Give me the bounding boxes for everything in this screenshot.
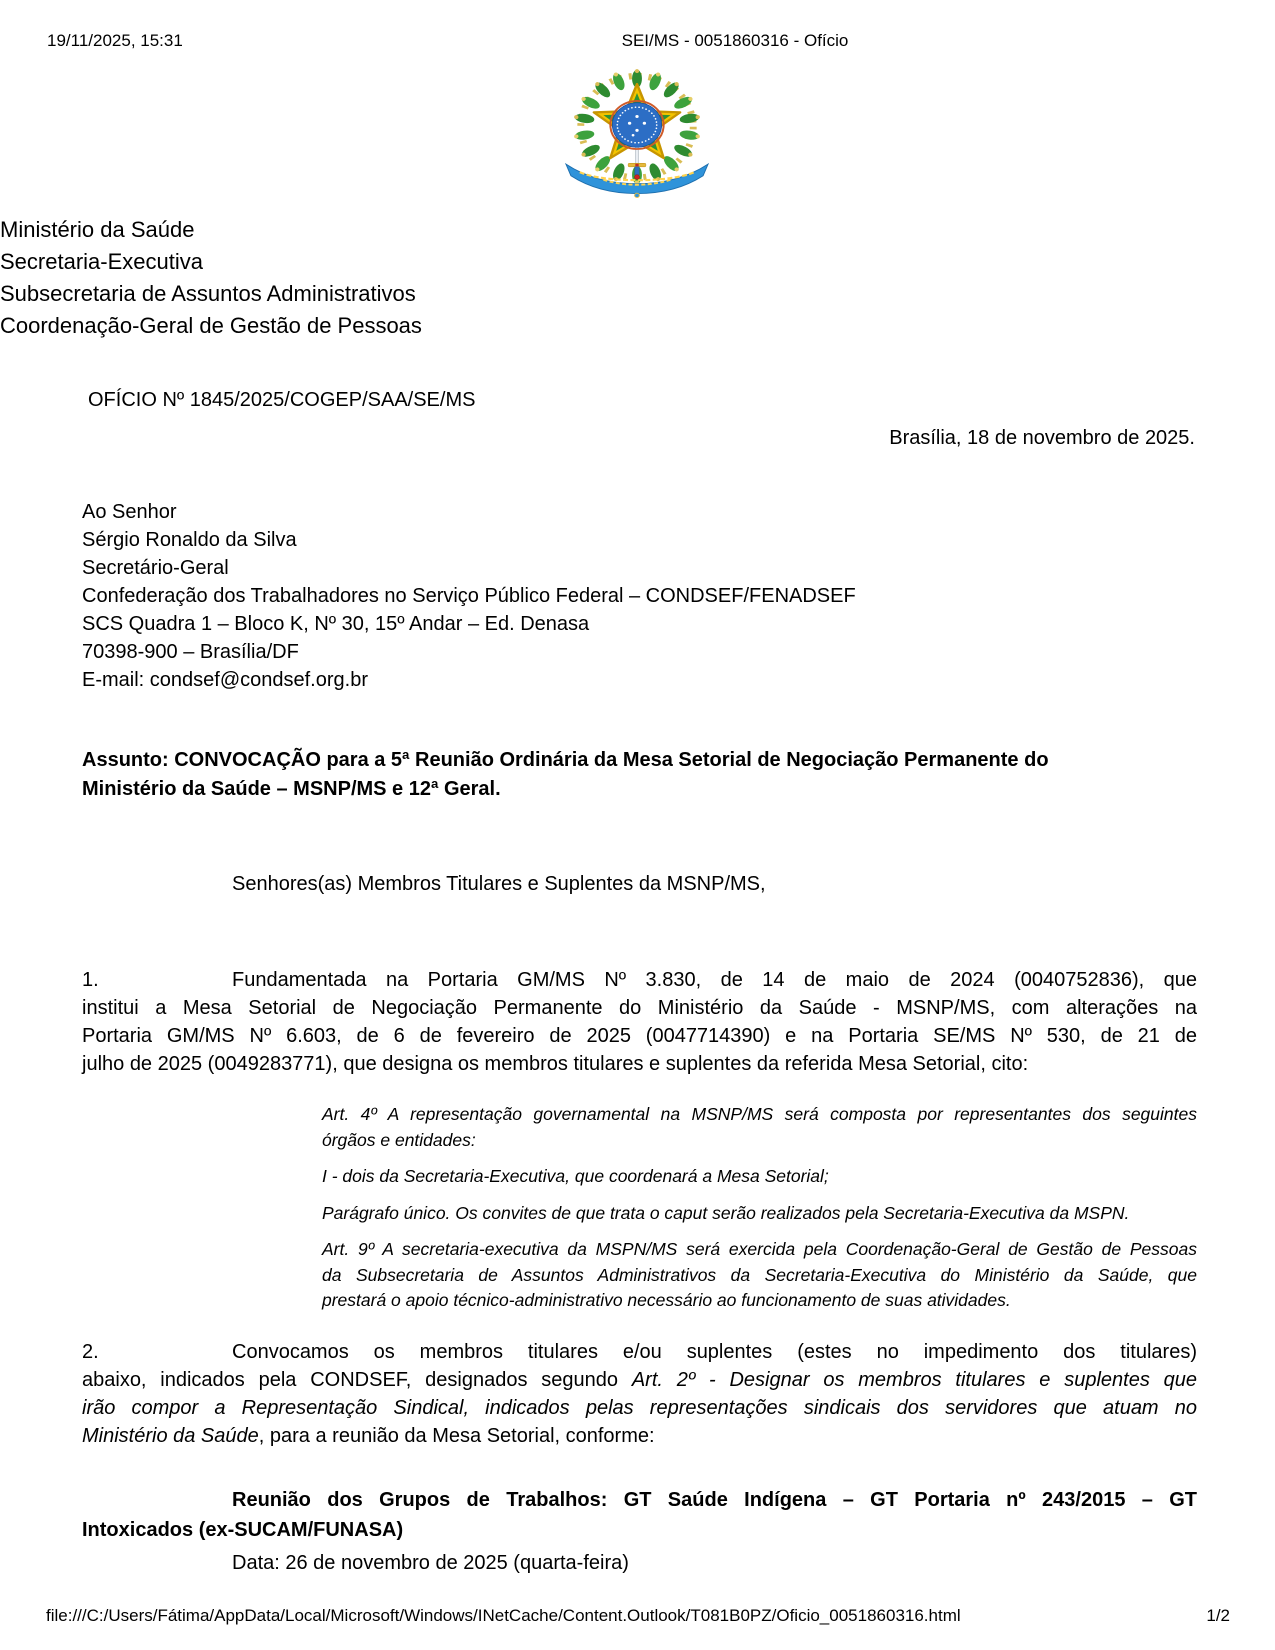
- salutation: Senhores(as) Membros Titulares e Suplentes da MSNP/MS,: [232, 873, 766, 895]
- text-segment: Sérgio Ronaldo da Silva: [82, 529, 297, 551]
- print-footer-page-indicator: 1/2: [1206, 1606, 1230, 1625]
- text-segment: E-mail: condsef@condsef.org.br: [82, 669, 368, 691]
- text-line: [82, 1422, 1197, 1450]
- text-line: [322, 1288, 1197, 1314]
- meeting-heading: [82, 1485, 1197, 1545]
- text-line: [322, 1263, 1197, 1289]
- text-line: [82, 582, 1197, 610]
- text-line: [82, 1022, 1197, 1050]
- text-line: [0, 246, 1275, 278]
- text-segment: Secretário-Geral: [82, 557, 229, 579]
- text-segment: da Subsecretaria de Assuntos Administrativos da Secretaria-Executiva do Ministério da Saúde, que: [322, 1264, 1197, 1285]
- text-segment: SCS Quadra 1 – Bloco K, Nº 30, 15º Andar – Ed. Denasa: [82, 613, 590, 635]
- text-segment: Confederação dos Trabalhadores no Serviço Público Federal – CONDSEF/FENADSEF: [82, 585, 856, 607]
- text-segment: Portaria GM/MS Nº 6.603, de 6 de fevereiro de 2025 (0047714390) e na Portaria SE/MS Nº 530, de 21 de: [82, 1025, 1197, 1047]
- text-line: [82, 666, 1197, 694]
- text-segment: Ao Senhor: [82, 501, 177, 523]
- quote-paragrafo-unico: [322, 1201, 1197, 1227]
- text-line: [82, 638, 1197, 666]
- recipient-block: [82, 498, 1197, 694]
- text-segment: Ministério da Saúde: [0, 217, 195, 242]
- text-line: [82, 554, 1197, 582]
- text-line: [322, 1201, 1197, 1227]
- text-segment: 70398-900 – Brasília/DF: [82, 641, 299, 663]
- brazil-coat-of-arms-icon: [564, 68, 710, 198]
- text-segment: Subsecretaria de Assuntos Administrativos: [0, 281, 416, 306]
- text-segment: Art. 9º A secretaria-executiva da MSPN/MS será exercida pela Coordenação-Geral de Gestão de Pessoas: [322, 1239, 1197, 1259]
- text-line: [82, 1515, 1197, 1545]
- text-line: [82, 1050, 1197, 1078]
- text-line: [0, 278, 1275, 310]
- place-date: Brasília, 18 de novembro de 2025.: [889, 427, 1195, 449]
- text-line: [82, 775, 1197, 804]
- text-segment: irão compor a Representação Sindical, indicados pelas representações sindicais dos servidores que atuam no: [82, 1397, 1197, 1419]
- text-line: [82, 966, 1197, 994]
- print-header-datetime: 19/11/2025, 15:31: [47, 31, 183, 50]
- text-segment: Parágrafo único. Os convites de que trata o caput serão realizados pela Secretaria-Executiva da MSPN.: [322, 1202, 1130, 1223]
- text-line: [322, 1237, 1197, 1263]
- text-line: [82, 1394, 1197, 1422]
- list-number: 1.: [82, 969, 99, 991]
- quote-art-9: [322, 1237, 1197, 1314]
- text-segment: Assunto: CONVOCAÇÃO para a 5ª Reunião Ordinária da Mesa Setorial de Negociação Permanente do: [82, 749, 1049, 771]
- text-segment: , para a reunião da Mesa Setorial, conforme:: [258, 1425, 655, 1447]
- text-line: [82, 498, 1197, 526]
- text-segment: I - dois da Secretaria-Executiva, que coordenará a Mesa Setorial;: [322, 1166, 829, 1186]
- text-segment: Secretaria-Executiva: [0, 249, 203, 274]
- quote-inciso-1: [322, 1164, 1197, 1190]
- text-line: [82, 610, 1197, 638]
- text-segment: Art. 2º - Designar os membros titulares e suplentes que: [631, 1369, 1197, 1391]
- text-segment: abaixo, indicados pela CONDSEF, designados segundo: [82, 1369, 632, 1391]
- text-segment: Ministério da Saúde – MSNP/MS e 12ª Geral.: [82, 778, 501, 800]
- meeting-date: Data: 26 de novembro de 2025 (quarta-feira): [232, 1552, 629, 1574]
- quote-art-4: [322, 1102, 1197, 1153]
- text-segment: Reunião dos Grupos de Trabalhos: GT Saúde Indígena – GT Portaria nº 243/2015 – GT: [232, 1489, 1197, 1511]
- text-segment: Convocamos os membros titulares e/ou suplentes (estes no impedimento dos titulares): [232, 1341, 1197, 1363]
- text-segment: órgãos e entidades:: [322, 1129, 476, 1150]
- subject-line: [82, 746, 1197, 804]
- text-segment: Ministério da Saúde: [82, 1425, 259, 1447]
- text-line: [82, 746, 1197, 775]
- text-line: [82, 1338, 1197, 1366]
- celestial-circle: [612, 103, 661, 148]
- text-segment: prestará o apoio técnico-administrativo necessário ao funcionamento de suas atividades.: [322, 1290, 1011, 1310]
- paragraph-2: [82, 1338, 1197, 1450]
- text-line: [322, 1128, 1197, 1154]
- text-segment: Intoxicados (ex-SUCAM/FUNASA): [82, 1519, 404, 1541]
- text-segment: julho de 2025 (0049283771), que designa os membros titulares e suplentes da referida Mesa Setorial, cito:: [82, 1053, 1029, 1075]
- text-segment: Fundamentada na Portaria GM/MS Nº 3.830, de 14 de maio de 2024 (0040752836), que: [232, 969, 1197, 991]
- quote-block: [322, 1102, 1197, 1325]
- text-line: [82, 1485, 1197, 1515]
- text-line: [82, 994, 1197, 1022]
- text-segment: institui a Mesa Setorial de Negociação Permanente do Ministério da Saúde - MSNP/MS, com alterações na: [82, 997, 1197, 1019]
- text-line: [0, 214, 1275, 246]
- text-line: [82, 1366, 1197, 1394]
- text-segment: Art. 4º A representação governamental na MSNP/MS será composta por representantes dos seguintes: [322, 1104, 1197, 1124]
- text-line: [0, 310, 1275, 342]
- oficio-number: OFÍCIO Nº 1845/2025/COGEP/SAA/SE/MS: [88, 389, 476, 411]
- text-line: [322, 1164, 1197, 1190]
- text-segment: Coordenação-Geral de Gestão de Pessoas: [0, 313, 422, 338]
- print-header-title: SEI/MS - 0051860316 - Ofício: [621, 31, 849, 50]
- print-footer-file-url: file:///C:/Users/Fátima/AppData/Local/Microsoft/Windows/INetCache/Content.Outlook/T081B0PZ/Oficio_0051860316.html: [46, 1606, 961, 1625]
- letterhead-org-lines: [0, 214, 1275, 342]
- text-line: [82, 526, 1197, 554]
- list-number: 2.: [82, 1341, 99, 1363]
- text-line: [322, 1102, 1197, 1128]
- paragraph-1: [82, 966, 1197, 1078]
